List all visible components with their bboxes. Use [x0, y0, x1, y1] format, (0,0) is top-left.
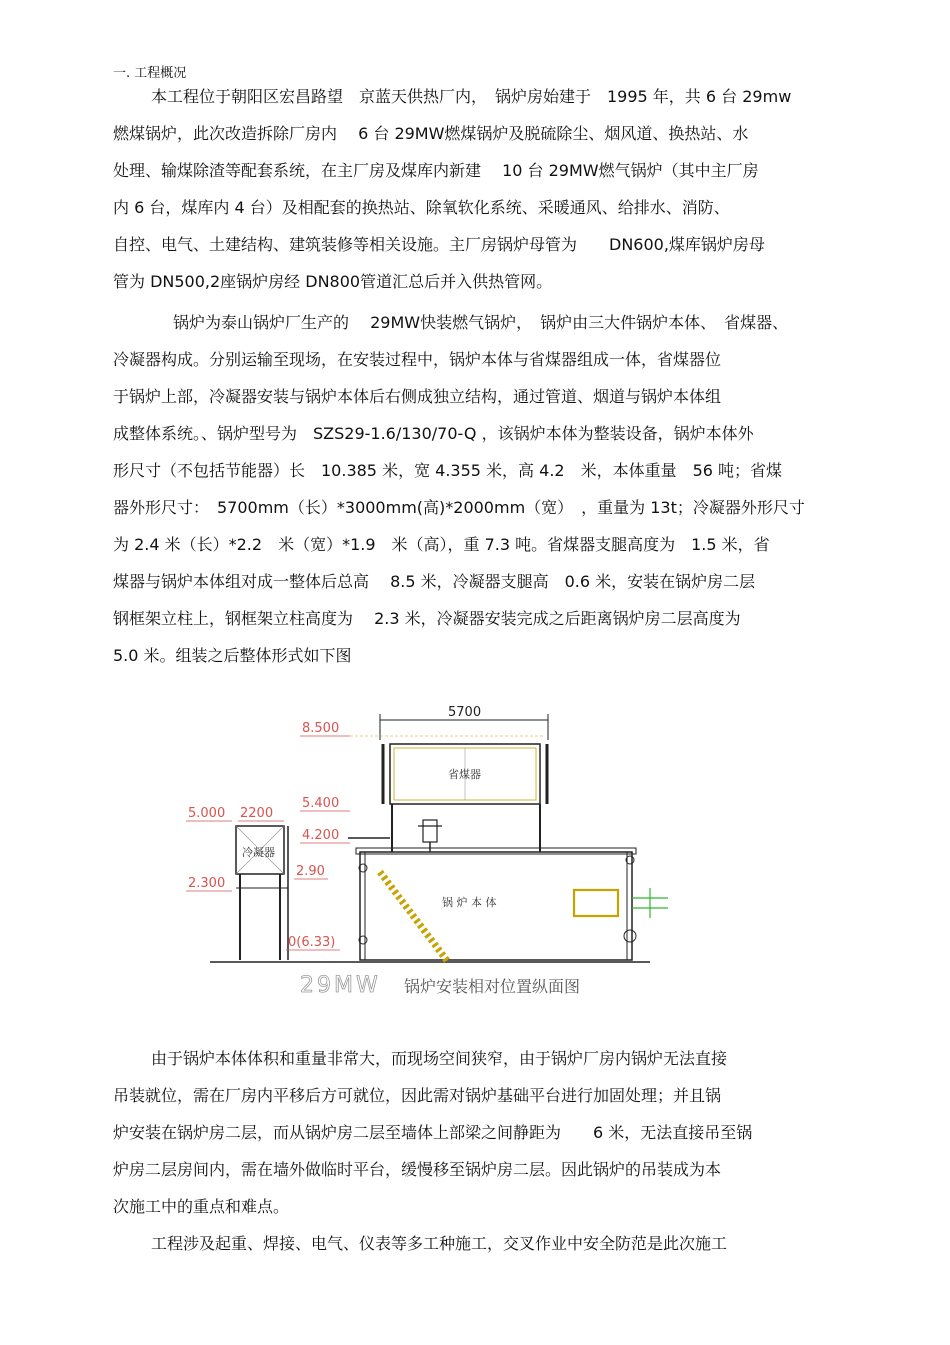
- caption-prefix: 29MW: [300, 973, 381, 998]
- text-line: 成整体系统。、锅炉型号为 SZS29-1.6/130/70-Q ，该锅炉本体为整装设备，锅炉本体外: [113, 424, 754, 443]
- paragraph-safety: [113, 1225, 848, 1262]
- paragraph-project-overview: [113, 78, 848, 300]
- dim-5700: 5700: [448, 705, 482, 720]
- text-line: 由于锅炉本体体积和重量非常大，而现场空间狭窄，由于锅炉厂房内锅炉无法直接: [151, 1049, 728, 1068]
- level-2300: 2.300: [188, 876, 226, 891]
- condenser-label: 冷凝器: [242, 846, 275, 859]
- level-2900: 2.90: [296, 864, 325, 879]
- text-line: 燃煤锅炉，此次改造拆除厂房内 6 台 29MW燃煤锅炉及脱硫除尘、烟风道、换热站、水: [113, 124, 749, 143]
- text-line: 于锅炉上部，冷凝器安装与锅炉本体后右侧成独立结构，通过管道、烟道与锅炉本体组: [113, 387, 722, 406]
- level-0: 0(6.33): [288, 935, 336, 950]
- text-line: 锅炉为泰山锅炉厂生产的 29MW快装燃气锅炉， 锅炉由三大件锅炉本体、 省煤器、: [173, 313, 789, 332]
- text-line: 处理、输煤除渣等配套系统，在主厂房及煤库内新建 10 台 29MW燃气锅炉（其中主厂房: [113, 161, 759, 180]
- text-line: 冷凝器构成。分别运输至现场，在安装过程中，锅炉本体与省煤器组成一体，省煤器位: [113, 350, 722, 369]
- economizer-label: 省煤器: [448, 768, 481, 781]
- text-line: 炉房二层房间内，需在墙外做临时平台，缓慢移至锅炉房二层。因此锅炉的吊装成为本: [113, 1160, 722, 1179]
- text-line: 管为 DN500,2座锅炉房经 DN800管道汇总后并入供热管网。: [113, 272, 553, 291]
- text-line: 吊装就位，需在厂房内平移后方可就位，因此需对锅炉基础平台进行加固处理；并且锅: [113, 1086, 722, 1105]
- text-line: 器外形尺寸： 5700mm（长）*3000mm(高)*2000mm（宽） ，重量为 13t；冷凝器外形尺寸: [113, 498, 805, 517]
- text-line: 形尺寸（不包括节能器）长 10.385 米，宽 4.355 米，高 4.2 米，本体重量 56 吨；省煤: [113, 461, 783, 480]
- level-5000: 5.000: [188, 806, 226, 821]
- width-2200: 2200: [240, 806, 274, 821]
- text-line: 5.0 米。组装之后整体形式如下图: [113, 646, 352, 665]
- paragraph-difficulty: [113, 1040, 848, 1225]
- caption-text: 锅炉安装相对位置纵面图: [404, 977, 581, 996]
- level-4200: 4.200: [302, 828, 340, 843]
- text-line: 为 2.4 米（长）*2.2 米（宽）*1.9 米（高），重 7.3 吨。省煤器支腿高度为 1.5 米，省: [113, 535, 770, 554]
- text-line: 内 6 台，煤库内 4 台）及相配套的换热站、除氧软化系统、采暖通风、给排水、消防、: [113, 198, 730, 217]
- text-line: 煤器与锅炉本体组对成一整体后总高 8.5 米，冷凝器支腿高 0.6 米，安装在锅炉房二层: [113, 572, 756, 591]
- text-line: 本工程位于朝阳区宏昌路望 京蓝天供热厂内， 锅炉房始建于 1995 年，共 6 台 29mw: [151, 87, 792, 106]
- text-line: 钢框架立柱上，钢框架立柱高度为 2.3 米，冷凝器安装完成之后距离锅炉房二层高度为: [113, 609, 741, 628]
- boiler-body-label: 锅 炉 本 体: [442, 896, 497, 909]
- text-line: 工程涉及起重、焊接、电气、仪表等多工种施工，交叉作业中安全防范是此次施工: [151, 1234, 728, 1253]
- section-heading: 一. 工程概况: [113, 66, 187, 81]
- paragraph-boiler-description: [113, 304, 848, 674]
- text-line: 自控、电气、土建结构、建筑装修等相关设施。主厂房锅炉母管为 DN600,煤库锅炉房母: [113, 235, 765, 254]
- boiler-elevation-drawing: [180, 700, 680, 1000]
- text-line: 次施工中的重点和难点。: [113, 1197, 290, 1216]
- level-8500: 8.500: [302, 721, 340, 736]
- boiler-elevation-figure: [180, 700, 680, 1000]
- level-5400: 5.400: [302, 796, 340, 811]
- text-line: 炉安装在锅炉房二层，而从锅炉房二层至墙体上部梁之间静距为 6 米，无法直接吊至锅: [113, 1123, 753, 1142]
